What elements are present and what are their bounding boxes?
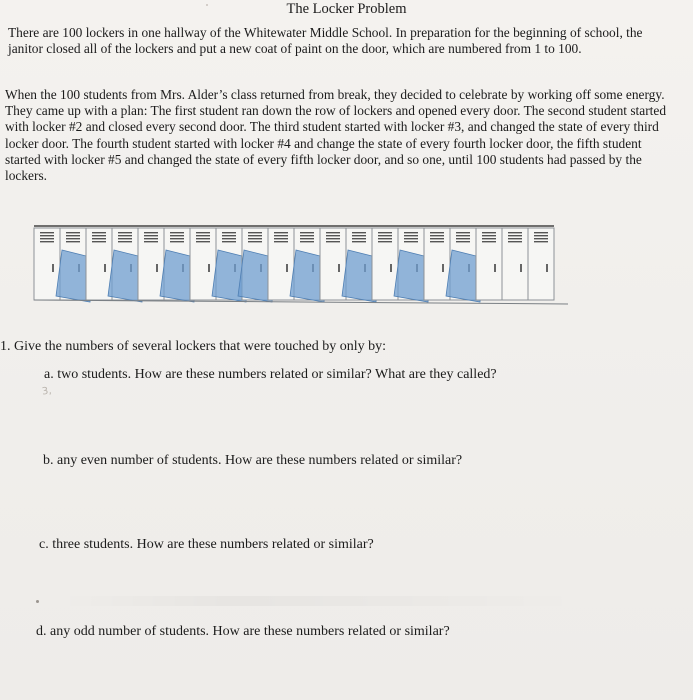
locker-vent	[274, 241, 288, 242]
locker-vent	[222, 232, 236, 233]
locker-vent	[144, 235, 158, 236]
locker-handle	[494, 264, 496, 272]
locker-vent	[534, 232, 548, 233]
question-1d: d. any odd number of students. How are these numbers related or similar?	[36, 624, 450, 639]
locker-vent	[274, 238, 288, 239]
locker-vent	[508, 241, 522, 242]
locker-vent	[508, 232, 522, 233]
locker-vent	[144, 238, 158, 239]
locker-handle	[104, 264, 106, 272]
locker-vent	[222, 238, 236, 239]
locker-vent	[300, 241, 314, 242]
locker-vent	[352, 241, 366, 242]
locker-vent	[456, 232, 470, 233]
locker-vent	[352, 232, 366, 233]
question-1c: c. three students. How are these numbers related or similar?	[39, 537, 374, 552]
locker-vent	[196, 235, 210, 236]
locker-vent	[248, 238, 262, 239]
locker-vent	[430, 238, 444, 239]
locker-vent	[66, 238, 80, 239]
locker-vent	[404, 238, 418, 239]
locker-handle	[520, 264, 522, 272]
locker-vent	[326, 235, 340, 236]
locker-vent	[92, 232, 106, 233]
locker-vent	[248, 232, 262, 233]
locker-vent	[326, 241, 340, 242]
locker-vent	[456, 235, 470, 236]
locker-vent	[248, 241, 262, 242]
locker-vent	[170, 238, 184, 239]
locker-vent	[378, 241, 392, 242]
locker-vent	[118, 232, 132, 233]
rules-paragraph: When the 100 students from Mrs. Alder’s class returned from break, they decided to celebrate by working off some energy. They came up with a plan: The first student ran down the row of lockers and opened every door. The second student started with locker #2 and closed every second door. The third student started with locker #3, and changed the state of every third locker door. The fourth student started with locker #4 and change the state of every fourth locker door, the fifth student started with locker #5 and changed the state of every fifth locker door, and so one, until 100 students had passed by the lockers.	[5, 87, 667, 184]
locker-vent	[352, 238, 366, 239]
locker-vent	[456, 238, 470, 239]
lockers-illustration	[28, 218, 588, 314]
locker-vent	[196, 232, 210, 233]
locker-vent	[170, 241, 184, 242]
locker-vent	[378, 238, 392, 239]
locker-vent	[300, 238, 314, 239]
locker-vent	[482, 241, 496, 242]
locker-vent	[326, 232, 340, 233]
locker-handle	[286, 264, 288, 272]
locker-vent	[222, 235, 236, 236]
locker-vent	[482, 235, 496, 236]
locker-vent	[144, 232, 158, 233]
intro-paragraph: There are 100 lockers in one hallway of the Whitewater Middle School. In preparation for the beginning of school, the janitor closed all of the lockers and put a new coat of paint on the door, which are numbered from 1 to 100.	[8, 25, 643, 57]
locker-vent	[92, 238, 106, 239]
locker-vent	[430, 241, 444, 242]
question-1b: b. any even number of students. How are these numbers related or similar?	[43, 453, 463, 468]
locker-vent	[118, 241, 132, 242]
locker-floor-line	[34, 300, 568, 304]
locker-vent	[508, 238, 522, 239]
locker-vent	[92, 235, 106, 236]
locker-vent	[534, 235, 548, 236]
locker-vent	[430, 235, 444, 236]
locker-vent	[170, 235, 184, 236]
locker-handle	[390, 264, 392, 272]
locker-vent	[378, 232, 392, 233]
locker-vent	[300, 232, 314, 233]
locker-vent	[404, 232, 418, 233]
page-title: The Locker Problem	[286, 1, 407, 17]
locker-vent	[482, 238, 496, 239]
faint-backside-text	[60, 596, 580, 606]
locker-handle	[52, 264, 54, 272]
locker-vent	[482, 232, 496, 233]
question-1a: a. two students. How are these numbers related or similar? What are they called?	[44, 367, 497, 382]
locker-vent	[144, 241, 158, 242]
locker-vent	[40, 232, 54, 233]
locker-vent	[352, 235, 366, 236]
locker-vent	[92, 241, 106, 242]
locker-vent	[248, 235, 262, 236]
locker-handle	[338, 264, 340, 272]
locker-vent	[300, 235, 314, 236]
locker-vent	[274, 232, 288, 233]
locker-handle	[156, 264, 158, 272]
locker-handle	[208, 264, 210, 272]
locker-vent	[404, 235, 418, 236]
pencil-dot	[36, 600, 39, 603]
locker-vent	[118, 235, 132, 236]
question-1: 1. Give the numbers of several lockers that were touched by only by:	[0, 339, 387, 354]
locker-vent	[40, 238, 54, 239]
locker-vent	[534, 238, 548, 239]
locker-vent	[66, 241, 80, 242]
locker-vent	[534, 241, 548, 242]
locker-vent	[66, 232, 80, 233]
locker-handle	[546, 264, 548, 272]
handwritten-answer: 3,	[41, 385, 53, 398]
locker-vent	[508, 235, 522, 236]
locker-vent	[118, 238, 132, 239]
locker-vent	[40, 241, 54, 242]
locker-vent	[40, 235, 54, 236]
locker-vent	[456, 241, 470, 242]
locker-vent	[326, 238, 340, 239]
locker-handle	[442, 264, 444, 272]
locker-vent	[222, 241, 236, 242]
locker-vent	[404, 241, 418, 242]
locker-vent	[378, 235, 392, 236]
locker-vent	[196, 238, 210, 239]
locker-vent	[430, 232, 444, 233]
locker-vent	[196, 241, 210, 242]
locker-vent	[170, 232, 184, 233]
locker-vent	[66, 235, 80, 236]
locker-vent	[274, 235, 288, 236]
